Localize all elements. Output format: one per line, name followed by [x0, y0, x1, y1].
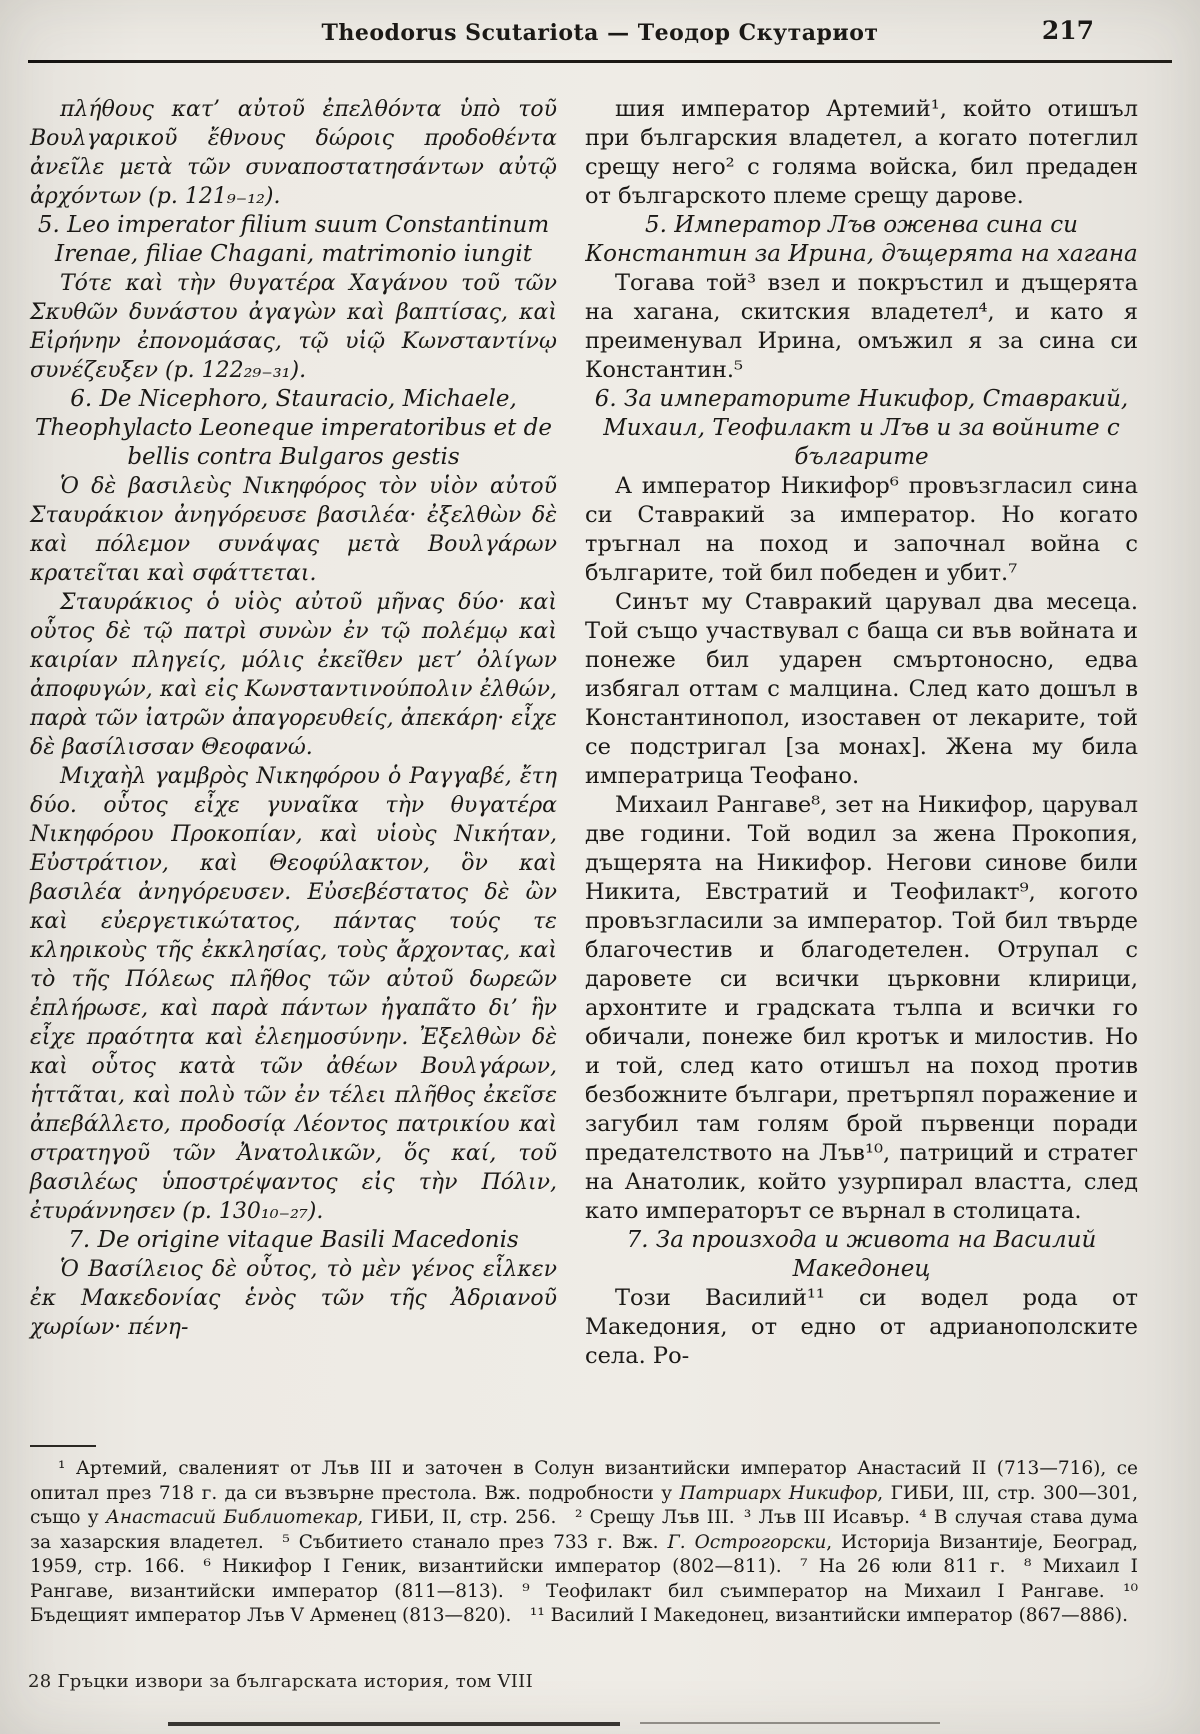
section-6-bulgarian-heading: 6. За императорите Никифор, Ставракий, Михаил, Теофилакт и Лъв и за войните с българите	[594, 386, 1129, 470]
section-6-bulgarian-paragraph-2: Синът му Ставракий царувал два месеца. Той също участвувал с баща си във войната и понеже бил ударен смъртоносно, едва избягал оттам с малцина. След като дошъл в Константинопол, изоставен от лекарите, той се подстригал [за монах]. Жена му била императрица Теофано.	[585, 589, 1138, 789]
page-header	[0, 0, 1200, 52]
section-5-latin-heading: 5. Leo imperator filium suum Constantinum Irenae, filiae Chagani, matrimonio iungit	[37, 212, 550, 267]
section-6-bulgarian-paragraph-3: Михаил Рангаве⁸, зет на Никифор, царувал две години. Той водил за жена Прокопия, дъщерята на Никифор. Негови синове били Никита, Евстратий и Теофилакт⁹, когото провъзгласили за император. Той бил твърде благочестив и благодетелен. Отрупал с даровете си всички църковни клирици, архонтите и градската тълпа и всички го обичали, понеже бил кротък и милостив. Но и той, след като отишъл на поход против безбожните българи, претърпял поражение и загубил там голям брой първенци поради предателството на Лъв¹⁰, патриций и стратег на Анатолик, който узурпирал властта, след като императорът се върнал в столицата.	[585, 792, 1138, 1224]
two-column-text	[0, 63, 1200, 1435]
page-number: 217	[1041, 16, 1094, 45]
running-title: Theodorus Scutariota — Теодор Скутариот	[321, 20, 879, 46]
printers-signature-line: 28 Гръцки извори за българската история, том VIII	[28, 1670, 533, 1692]
left-column-greek-latin	[30, 95, 557, 1342]
right-column-bulgarian	[585, 95, 1138, 1371]
section-6-bulgarian-paragraph-1: А император Никифор⁶ провъзгласил сина си Ставракий за император. Но когато тръгнал на поход и започнал война с българите, той бил победен и убит.⁷	[585, 473, 1138, 586]
section-6-greek-paragraph-3: Μιχαὴλ γαμβρὸς Νικηφόρου ὁ Ραγγαβέ, ἔτη δύο. οὗτος εἶχε γυναῖκα τὴν θυγατέρα Νικηφόρου Προκοπίαν, καὶ υἱοὺς Νικήταν, Εὐστράτιον, καὶ Θεοφύλακτον, ὃν καὶ βασιλέα ἀνηγόρευσεν. Εὐσεβέστατος δὲ ὢν καὶ εὐεργετικώτατος, πάντας τούς τε κληρικοὺς τῆς ἐκκλησίας, τοὺς ἄρχοντας, καὶ τὸ τῆς Πόλεως πλῆθος τῶν αὐτοῦ δωρεῶν ἐπλήρωσε, καὶ παρὰ πάντων ἠγαπᾶτο δι’ ἣν εἶχε πραότητα καὶ ἐλεημοσύνην. Ἐξελθὼν δὲ καὶ οὗτος κατὰ τῶν ἀθέων Βουλγάρων, ἡττᾶται, καὶ πολὺ τῶν ἐν τέλει πλῆθος ἐκεῖσε ἀπεβάλλετο, προδοσίᾳ Λέοντος πατρικίου καὶ στρατηγοῦ τῶν Ἀνατολικῶν, ὅς καί, τοῦ βασιλέως ὑποστρέψαντος εἰς τὴν Πόλιν, ἐτυράννησεν (p. 130₁₀₋₂₇).	[30, 764, 557, 1224]
section-7-bulgarian-paragraph: Този Василий¹¹ си водел рода от Македония, от едно от адрианополските села. Ро-	[585, 1285, 1138, 1369]
scan-artifact-line-faint	[640, 1722, 940, 1724]
section-6-greek-paragraph-1: Ὁ δὲ βασιλεὺς Νικηφόρος τὸν υἱὸν αὐτοῦ Σταυράκιον ἀνηγόρευσε βασιλέα· ἐξελθὼν δὲ καὶ πόλεμον συνάψας μετὰ Βουλγάρων κρατεῖται καὶ σφάττεται.	[30, 474, 557, 586]
section-6-greek-paragraph-2: Σταυράκιος ὁ υἱὸς αὐτοῦ μῆνας δύο· καὶ οὗτος δὲ τῷ πατρὶ συνὼν ἐν τῷ πολέμῳ καὶ καιρίαν πληγείς, μόλις ἐκεῖθεν μετ’ ὀλίγων ἀποφυγών, καὶ εἰς Κωνσταντινούπολιν ἐλθών, παρὰ τῶν ἰατρῶν ἀπαγορευθείς, ἀπεκάρη· εἶχε δὲ βασίλισσαν Θεοφανώ.	[30, 590, 557, 760]
bulgarian-paragraph-continuation: шия император Артемий¹, който отишъл при българския владетел, а когато потеглил срещу него² с голяма войска, бил предаден от българското племе срещу дарове.	[585, 96, 1138, 209]
section-7-bulgarian-heading: 7. За произхода и живота на Василий Македонец	[626, 1227, 1097, 1282]
footnote-separator-rule	[30, 1445, 96, 1447]
footnotes-block: ¹ Артемий, сваленият от Лъв III и заточен в Солун византийски император Анастасий II (713—716), се опитал през 718 г. да си възвърне престола. Вж. подробности у Патриарх Никифор, ГИБИ, III, стр. 300—301, също у Анастасий Библиотекар, ГИБИ, II, стр. 256. ² Срещу Лъв III. ³ Лъв III Исавър. ⁴ В случая става дума за хазарския владетел. ⁵ Събитието станало през 733 г. Вж. Г. Острогорски, Историја Византије, Београд, 1959, стр. 166. ⁶ Никифор I Геник, византийски император (802—811). ⁷ На 26 юли 811 г. ⁸ Михаил I Рангаве, византийски император (811—813). ⁹ Теофилакт бил съимператор на Михаил I Рангаве. ¹⁰ Бъдещият император Лъв V Арменец (813—820). ¹¹ Василий I Македонец, византийски император (867—886).	[30, 1458, 1138, 1626]
section-7-greek-paragraph: Ὁ Βασίλειος δὲ οὗτος, τὸ μὲν γένος εἷλκεν ἐκ Μακεδονίας ἑνὸς τῶν τῆς Ἀδριανοῦ χωρίων· πένη-	[30, 1257, 557, 1340]
section-5-bulgarian-paragraph: Тогава той³ взел и покръстил и дъщерята на хагана, скитския владетел⁴, и като я преименувал Ирина, омъжил я за сина си Константин.⁵	[585, 270, 1138, 383]
section-6-latin-heading: 6. De Nicephoro, Stauracio, Michaele, Theophylacto Leoneque imperatoribus et de bellis contra Bulgaros gestis	[35, 386, 552, 470]
greek-paragraph-continuation: πλήθους κατ’ αὐτοῦ ἐπελθόντα ὑπὸ τοῦ Βουλγαρικοῦ ἔθνους δώροις προδοθέντα ἀνεῖλε μετὰ τῶν συναποστατησάντων αὐτῷ ἀρχόντων (p. 121₉₋₁₂).	[30, 97, 557, 209]
scan-artifact-line	[168, 1722, 620, 1726]
section-5-greek-paragraph: Τότε καὶ τὴν θυγατέρα Χαγάνου τοῦ τῶν Σκυθῶν δυνάστου ἀγαγὼν καὶ βαπτίσας, καὶ Εἰρήνην ἐπονομάσας, τῷ υἱῷ Κωνσταντίνῳ συνέζευξεν (p. 122₂₉₋₃₁).	[30, 271, 557, 383]
section-5-bulgarian-heading: 5. Император Лъв оженва сина си Константин за Ирина, дъщерята на хагана	[585, 212, 1138, 267]
section-7-latin-heading: 7. De origine vitaque Basili Macedonis	[68, 1227, 519, 1253]
